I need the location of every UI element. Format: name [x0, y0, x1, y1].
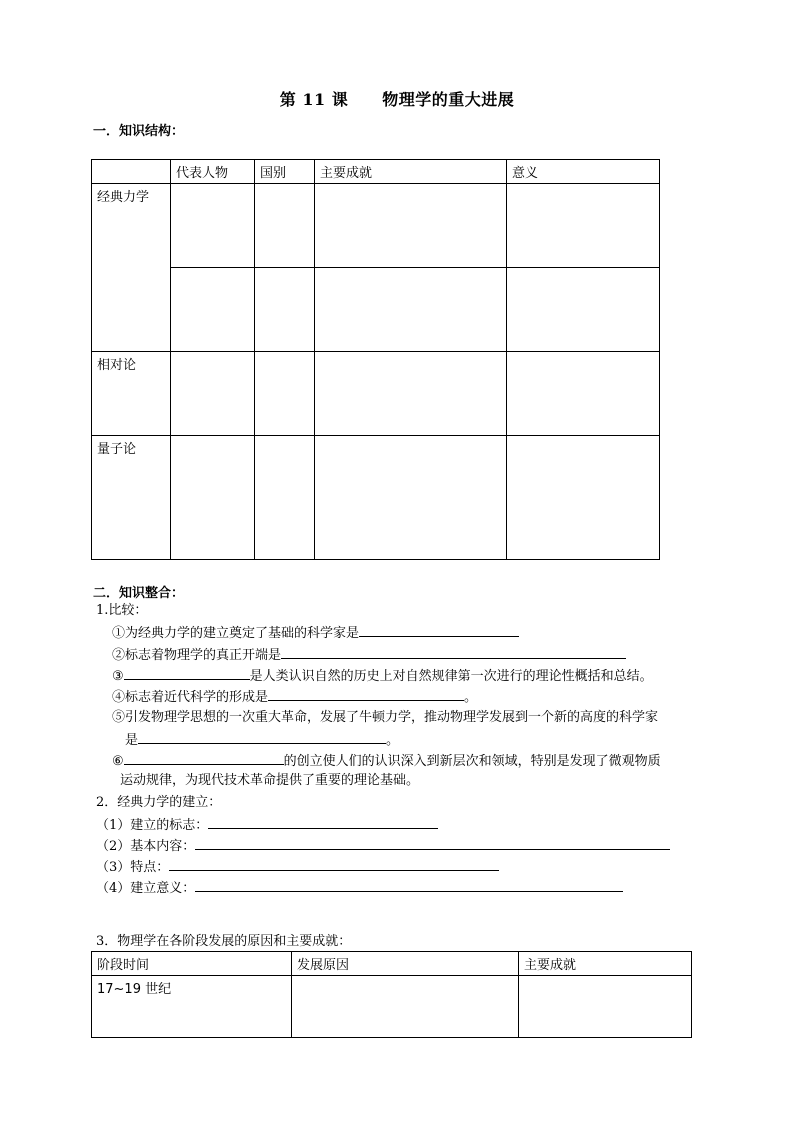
table-cell [315, 352, 507, 436]
answer-blank[interactable] [124, 751, 284, 765]
q1-item-2 [112, 645, 626, 665]
q1-item-6 [112, 751, 661, 771]
answer-blank[interactable] [124, 666, 250, 680]
table-cell [255, 184, 315, 268]
header-cell-achievement: 主要成就 [315, 160, 507, 184]
lesson-number: 第 11 课 [279, 90, 349, 109]
development-stages-table [91, 951, 692, 1038]
q3-label: 3．物理学在各阶段发展的原因和主要成就： [96, 934, 352, 949]
q1-item-1 [112, 623, 519, 643]
section1-heading: 一．知识结构： [93, 124, 185, 139]
q2-label: 2．经典力学的建立： [96, 795, 222, 810]
q2-item-b-text: （2）基本内容： [96, 839, 196, 854]
header-cell-period: 阶段时间 [92, 952, 292, 976]
q1-item-6-marker: ⑥ [112, 754, 124, 769]
q2-item-a-text: （1）建立的标志： [96, 818, 209, 833]
table-cell [255, 268, 315, 352]
table-cell [315, 268, 507, 352]
q2-item-d-text: （4）建立意义： [96, 881, 196, 896]
q1-item-2-text: ②标志着物理学的真正开端是 [112, 648, 282, 663]
q1-item-1-text: ①为经典力学的建立奠定了基础的科学家是 [112, 626, 360, 641]
q2-item-a [96, 815, 438, 835]
table-cell [315, 184, 507, 268]
table-cell [315, 436, 507, 560]
table-cell [507, 268, 660, 352]
row-label-quantum: 量子论 [92, 436, 171, 560]
header-cell-significance: 意义 [507, 160, 660, 184]
header-cell-cause: 发展原因 [292, 952, 519, 976]
q2-item-c [96, 857, 499, 877]
table-cell [507, 184, 660, 268]
q1-item-6-text: 的创立使人们的认识深入到新层次和领域，特别是发现了微观物质 [283, 754, 661, 769]
table-cell [171, 268, 255, 352]
table-cell [171, 184, 255, 268]
answer-blank[interactable] [169, 857, 499, 871]
q1-item-5-prefix: 是 [125, 733, 139, 748]
q1-item-6-cont: 运动规律，为现代技术革命提供了重要的理论基础。 [120, 773, 420, 788]
table-cell [519, 976, 692, 1038]
page-title [0, 87, 794, 110]
q1-item-3-text: 是人类认识自然的历史上对自然规律第一次进行的理论性概括和总结。 [249, 669, 653, 684]
row-label-period: 17~19 世纪 [92, 976, 292, 1038]
row-label-relativity: 相对论 [92, 352, 171, 436]
table-cell [507, 352, 660, 436]
q2-item-c-text: （3）特点： [96, 860, 170, 875]
answer-blank[interactable] [195, 878, 623, 892]
answer-blank[interactable] [281, 645, 626, 659]
knowledge-structure-table [91, 159, 660, 560]
q2-item-d [96, 878, 623, 898]
q1-item-3 [112, 666, 653, 686]
header-cell-achievement: 主要成就 [519, 952, 692, 976]
table-cell [507, 436, 660, 560]
q1-item-3-marker: ③ [112, 669, 124, 684]
header-cell-person: 代表人物 [171, 160, 255, 184]
q1-item-4-end: 。 [464, 690, 478, 705]
q1-item-5-cont [125, 730, 399, 750]
answer-blank[interactable] [208, 815, 438, 829]
header-cell-empty [92, 160, 171, 184]
answer-blank[interactable] [268, 687, 464, 701]
table-cell [255, 436, 315, 560]
answer-blank[interactable] [195, 836, 670, 850]
table-cell [255, 352, 315, 436]
q1-item-5: ⑤引发物理学思想的一次重大革命，发展了牛顿力学，推动物理学发展到一个新的高度的科学家 [112, 710, 659, 725]
table-cell [171, 436, 255, 560]
section2-heading: 二．知识整合： [93, 586, 185, 601]
lesson-topic: 物理学的重大进展 [382, 90, 515, 109]
table-cell [292, 976, 519, 1038]
header-cell-country: 国别 [255, 160, 315, 184]
answer-blank[interactable] [138, 730, 386, 744]
answer-blank[interactable] [359, 623, 519, 637]
q1-item-5-end: 。 [386, 733, 400, 748]
q2-item-b [96, 836, 670, 856]
q1-item-4-text: ④标志着近代科学的形成是 [112, 690, 269, 705]
q1-label: 1.比较： [96, 603, 148, 618]
table-cell [171, 352, 255, 436]
row-label-classical-mechanics: 经典力学 [92, 184, 171, 352]
q1-item-4 [112, 687, 477, 707]
